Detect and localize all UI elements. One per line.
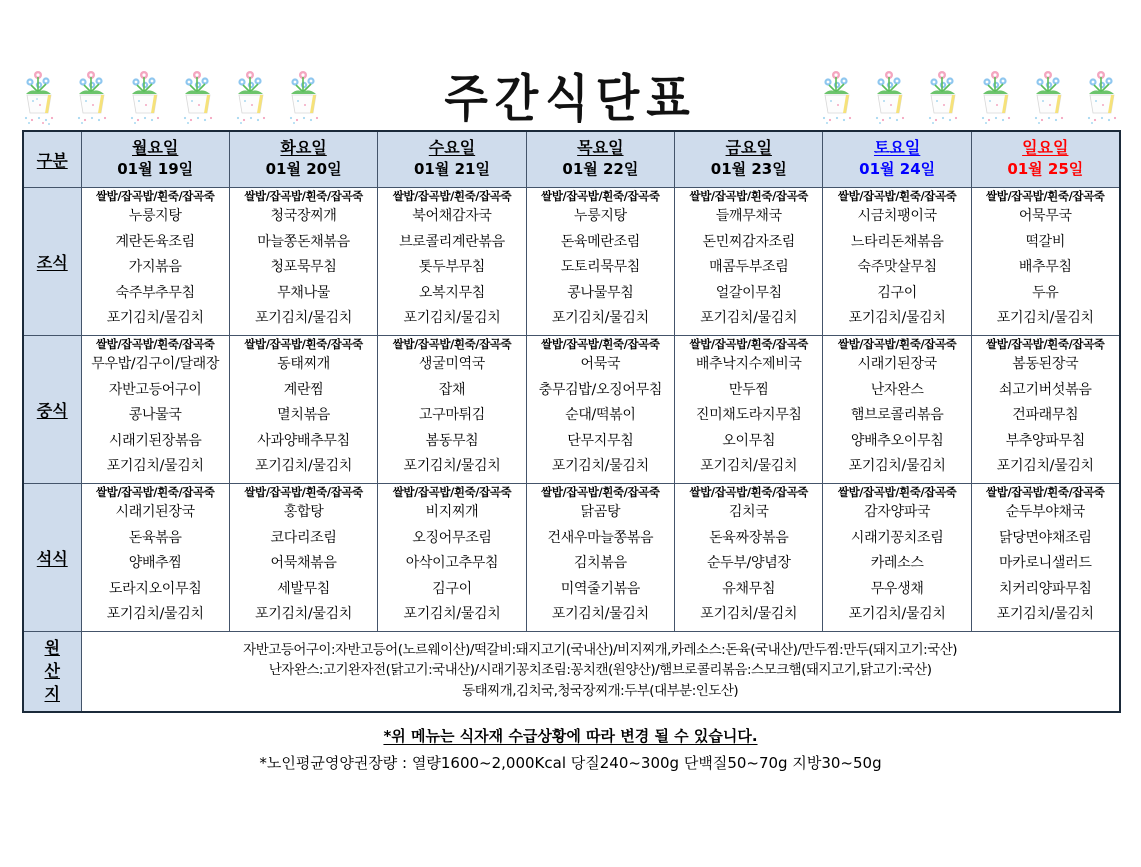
rice-line: 쌀밥/잡곡밥/흰죽/잡곡죽 [689, 484, 808, 499]
dish: 포기김치/물김치 [403, 457, 501, 474]
footnote-menu-change: *위 메뉴는 식자재 수급상황에 따라 변경 될 수 있습니다. [383, 727, 758, 746]
dish: 포기김치/물김치 [700, 605, 798, 622]
dish: 돈민찌감자조림 [702, 233, 796, 250]
rice-line: 쌀밥/잡곡밥/흰죽/잡곡죽 [837, 336, 957, 351]
dish: 무우밥/김구이/달래장 [91, 356, 220, 373]
dish: 돈육볶음 [128, 529, 182, 546]
header-day-monday [81, 131, 229, 187]
menu-cell-lunch-thursday [526, 335, 674, 483]
dish: 무채나물 [277, 284, 331, 301]
rice-line: 쌀밥/잡곡밥/흰죽/잡곡죽 [986, 188, 1105, 203]
rice-line: 쌀밥/잡곡밥/흰죽/잡곡죽 [392, 484, 512, 499]
menu-cell-dinner-sunday [971, 483, 1119, 631]
dish: 순두부/양념장 [706, 555, 791, 572]
rice-line: 쌀밥/잡곡밥/흰죽/잡곡죽 [986, 484, 1105, 499]
rice-line: 쌀밥/잡곡밥/흰죽/잡곡죽 [244, 336, 363, 351]
dish: 부추양파무침 [1005, 432, 1085, 449]
dish: 두유 [1032, 284, 1059, 301]
menu-cell-lunch-saturday [823, 335, 971, 483]
dish: 닭곰탕 [580, 504, 621, 521]
dish: 북어채감자국 [412, 208, 492, 225]
dish: 자반고등어구이 [108, 381, 202, 398]
day-name: 금요일 [725, 138, 772, 158]
dish: 어묵국 [580, 356, 621, 373]
dish: 포기김치/물김치 [996, 309, 1094, 326]
dish: 순대/떡볶이 [565, 407, 636, 424]
flower-pot-icon [181, 66, 215, 126]
day-name: 수요일 [428, 138, 476, 158]
header-day-saturday [823, 131, 971, 187]
meal-label-breakfast: 조식 [23, 187, 81, 335]
meal-row-lunch [23, 335, 1120, 483]
rice-line: 쌀밥/잡곡밥/흰죽/잡곡죽 [95, 336, 215, 351]
dish: 사과양배추무침 [257, 432, 350, 449]
day-name: 월요일 [132, 138, 179, 158]
dish: 도토리묵무침 [560, 259, 641, 276]
origin-label-char: 지 [44, 684, 60, 704]
dish: 누룽지탕 [128, 208, 182, 225]
dish: 매콤두부조림 [709, 259, 789, 276]
dish: 단무지무침 [567, 432, 634, 449]
menu-cell-breakfast-monday [81, 187, 229, 335]
dish: 청국장찌개 [270, 208, 337, 225]
dish: 포기김치/물김치 [551, 309, 649, 326]
day-name: 목요일 [577, 138, 624, 158]
flower-pot-icon [75, 66, 109, 126]
dish: 감자양파국 [864, 504, 931, 521]
dish: 돈육짜장볶음 [709, 529, 789, 546]
origin-label [23, 631, 81, 712]
dish: 비지찌개 [425, 504, 479, 521]
rice-line: 쌀밥/잡곡밥/흰죽/잡곡죽 [392, 188, 512, 203]
dish: 포기김치/물김치 [848, 309, 946, 326]
banner [22, 60, 1119, 129]
header-day-sunday [971, 131, 1119, 187]
rice-line: 쌀밥/잡곡밥/흰죽/잡곡죽 [244, 484, 363, 499]
dish: 생굴미역국 [418, 356, 486, 373]
dish: 포기김치/물김치 [996, 605, 1094, 622]
dish: 봄동무침 [425, 432, 479, 449]
dish: 쇠고기버섯볶음 [999, 381, 1092, 398]
dish: 충무김밥/오징어무침 [538, 381, 663, 398]
menu-cell-dinner-monday [81, 483, 229, 631]
rice-line: 쌀밥/잡곡밥/흰죽/잡곡죽 [986, 336, 1105, 351]
dish: 포기김치/물김치 [106, 309, 204, 326]
header-day-wednesday [378, 131, 526, 187]
dish: 치커리양파무침 [999, 580, 1092, 597]
origin-body [81, 631, 1120, 712]
dish: 진미채도라지무침 [695, 407, 802, 424]
dish: 봄동된장국 [1012, 356, 1079, 373]
dish: 시래기꽁치조림 [850, 529, 944, 546]
rice-line: 쌀밥/잡곡밥/흰죽/잡곡죽 [541, 336, 660, 351]
flower-pot-icon [873, 66, 907, 126]
day-date: 01월 24일 [859, 160, 936, 179]
dish: 마늘쫑돈채볶음 [257, 233, 350, 250]
rice-line: 쌀밥/잡곡밥/흰죽/잡곡죽 [95, 188, 215, 203]
dish: 계란돈육조림 [115, 233, 195, 250]
dish: 포기김치/물김치 [403, 605, 501, 622]
day-date: 01월 19일 [117, 160, 194, 179]
day-date: 01월 25일 [1007, 160, 1084, 179]
dish: 김구이 [432, 580, 472, 597]
flower-pot-icon [22, 66, 56, 126]
dish: 양배추오이무침 [850, 432, 944, 449]
menu-cell-breakfast-wednesday [378, 187, 526, 335]
day-date: 01월 20일 [265, 160, 342, 179]
dish: 오징어무조림 [412, 529, 492, 546]
rice-line: 쌀밥/잡곡밥/흰죽/잡곡죽 [392, 336, 512, 351]
dish: 양배추찜 [128, 555, 182, 572]
menu-cell-dinner-friday [675, 483, 823, 631]
menu-cell-breakfast-tuesday [229, 187, 377, 335]
dish: 오이무침 [722, 432, 776, 449]
rice-line: 쌀밥/잡곡밥/흰죽/잡곡죽 [541, 484, 660, 499]
rice-line: 쌀밥/잡곡밥/흰죽/잡곡죽 [541, 188, 660, 203]
origin-line: 난자완스:고기완자전(닭고기:국내산)/시래기꽁치조림:꽁치캔(원양산)/햄브로콜리볶음:스모크햄(돼지고기,닭고기:국산) [268, 662, 932, 679]
origin-label-char: 산 [44, 661, 60, 681]
dish: 얼갈이무침 [715, 284, 782, 301]
dish: 돈육메란조림 [560, 233, 641, 250]
origin-line: 동태찌개,김치국,청국장찌개:두부(대부분:인도산) [462, 683, 739, 700]
meal-row-breakfast [23, 187, 1120, 335]
dish: 콩나물무침 [567, 284, 634, 301]
dish: 느타리돈채볶음 [850, 233, 944, 250]
dish: 포기김치/물김치 [700, 457, 798, 474]
menu-cell-dinner-saturday [823, 483, 971, 631]
flower-pot-icon [128, 66, 162, 126]
dish: 포기김치/물김치 [106, 457, 204, 474]
menu-cell-lunch-sunday [971, 335, 1119, 483]
flower-pot-icon [926, 66, 960, 126]
meal-label-lunch: 중식 [23, 335, 81, 483]
dish: 시래기된장볶음 [108, 432, 202, 449]
dish: 햄브로콜리볶음 [850, 407, 944, 424]
dish: 닭당면야채조림 [999, 529, 1092, 546]
day-date: 01월 22일 [562, 160, 639, 179]
footnote-nutrition: *노인평균영양권장량 : 열량1600~2,000Kcal 당질240~300g 단백질50~70g 지방30~50g [259, 753, 882, 772]
weekly-menu-page [0, 60, 1141, 867]
dish: 어묵무국 [1018, 208, 1072, 225]
dish: 아삭이고추무침 [405, 555, 499, 572]
day-name: 토요일 [873, 138, 921, 158]
dish: 세발무침 [277, 580, 331, 597]
flower-pot-icon [234, 66, 268, 126]
dish: 포기김치/물김치 [848, 605, 946, 622]
dish: 홍합탕 [283, 504, 324, 521]
meal-row-dinner [23, 483, 1120, 631]
header-day-thursday [526, 131, 674, 187]
dish: 브로콜리계란볶음 [399, 233, 505, 250]
flower-pot-icon [820, 66, 854, 126]
dish: 숙주부추무침 [115, 284, 195, 301]
dish: 포기김치/물김치 [403, 309, 501, 326]
header-day-tuesday [229, 131, 377, 187]
menu-cell-lunch-tuesday [229, 335, 377, 483]
dish: 들깨무채국 [715, 208, 782, 225]
header-day-friday [675, 131, 823, 187]
origin-label-char: 원 [44, 638, 60, 658]
dish: 동태찌개 [277, 356, 331, 373]
dish: 시래기된장국 [857, 356, 937, 373]
table-header-row [23, 131, 1120, 187]
dish: 포기김치/물김치 [255, 457, 353, 474]
dish: 시금치팽이국 [857, 208, 937, 225]
dish: 포기김치/물김치 [551, 457, 649, 474]
dish: 순두부야채국 [1005, 504, 1085, 521]
menu-cell-breakfast-sunday [971, 187, 1119, 335]
flower-pot-icon [1085, 66, 1119, 126]
dish: 포기김치/물김치 [255, 309, 353, 326]
rice-line: 쌀밥/잡곡밥/흰죽/잡곡죽 [689, 336, 808, 351]
dish: 만두찜 [728, 381, 769, 398]
origin-line: 자반고등어구이:자반고등어(노르웨이산)/떡갈비:돼지고기(국내산)/비지찌개,카레소스:돈육(국내산)/만두찜:만두(돼지고기:국산) [243, 641, 958, 658]
dish: 어묵채볶음 [270, 555, 337, 572]
header-gubun [23, 131, 81, 187]
dish: 코다리조림 [270, 529, 337, 546]
dish: 시래기된장국 [115, 504, 195, 521]
decor-pots-right [820, 66, 1119, 126]
day-date: 01월 21일 [414, 160, 490, 179]
dish: 고구마튀김 [418, 407, 486, 424]
dish: 오복지무침 [418, 284, 486, 301]
dish: 포기김치/물김치 [106, 605, 204, 622]
dish: 포기김치/물김치 [848, 457, 946, 474]
dish: 청포묵무침 [270, 259, 337, 276]
dish: 난자완스 [870, 381, 924, 398]
rice-line: 쌀밥/잡곡밥/흰죽/잡곡죽 [95, 484, 215, 499]
menu-cell-dinner-tuesday [229, 483, 377, 631]
menu-cell-dinner-thursday [526, 483, 674, 631]
menu-cell-breakfast-friday [675, 187, 823, 335]
rice-line: 쌀밥/잡곡밥/흰죽/잡곡죽 [837, 484, 957, 499]
origin-row [23, 631, 1120, 712]
dish: 김치국 [728, 504, 769, 521]
dish: 잡채 [438, 381, 466, 398]
flower-pot-icon [979, 66, 1013, 126]
dish: 콩나물국 [128, 407, 182, 424]
dish: 유채무침 [722, 580, 776, 597]
dish: 배추무침 [1018, 259, 1072, 276]
page-title: 주간식단표 [444, 69, 697, 129]
dish: 계란찜 [283, 381, 324, 398]
dish: 포기김치/물김치 [551, 605, 649, 622]
dish: 미역줄기볶음 [560, 580, 641, 597]
decor-pots-left [22, 66, 321, 126]
menu-cell-breakfast-thursday [526, 187, 674, 335]
dish: 포기김치/물김치 [996, 457, 1094, 474]
dish: 카레소스 [870, 555, 924, 572]
menu-cell-lunch-wednesday [378, 335, 526, 483]
rice-line: 쌀밥/잡곡밥/흰죽/잡곡죽 [837, 188, 957, 203]
footnotes [22, 725, 1119, 775]
menu-cell-lunch-monday [81, 335, 229, 483]
menu-cell-lunch-friday [675, 335, 823, 483]
dish: 톳두부무침 [418, 259, 486, 276]
dish: 무우생채 [870, 580, 924, 597]
dish: 건새우마늘쫑볶음 [547, 529, 654, 546]
meal-label-dinner: 석식 [23, 483, 81, 631]
day-name: 화요일 [280, 138, 327, 158]
dish: 누룽지탕 [573, 208, 627, 225]
dish: 김구이 [877, 284, 917, 301]
dish: 숙주맛살무침 [857, 259, 937, 276]
dish: 포기김치/물김치 [255, 605, 353, 622]
header-gubun-label: 구분 [36, 150, 68, 170]
dish: 건파래무침 [1012, 407, 1079, 424]
flower-pot-icon [287, 66, 321, 126]
dish: 떡갈비 [1025, 233, 1066, 250]
weekly-menu-table [22, 130, 1121, 713]
dish: 도라지오이무침 [108, 580, 202, 597]
menu-cell-dinner-wednesday [378, 483, 526, 631]
menu-cell-breakfast-saturday [823, 187, 971, 335]
dish: 마카로니샐러드 [999, 555, 1092, 572]
dish: 김치볶음 [573, 555, 627, 572]
page-title-wrap [438, 69, 702, 129]
dish: 멸치볶음 [277, 407, 331, 424]
rice-line: 쌀밥/잡곡밥/흰죽/잡곡죽 [689, 188, 808, 203]
dish: 배추낙지수제비국 [695, 356, 802, 373]
day-date: 01월 23일 [710, 160, 787, 179]
rice-line: 쌀밥/잡곡밥/흰죽/잡곡죽 [244, 188, 363, 203]
day-name: 일요일 [1022, 138, 1069, 158]
dish: 가지볶음 [128, 259, 182, 276]
dish: 포기김치/물김치 [700, 309, 798, 326]
flower-pot-icon [1032, 66, 1066, 126]
